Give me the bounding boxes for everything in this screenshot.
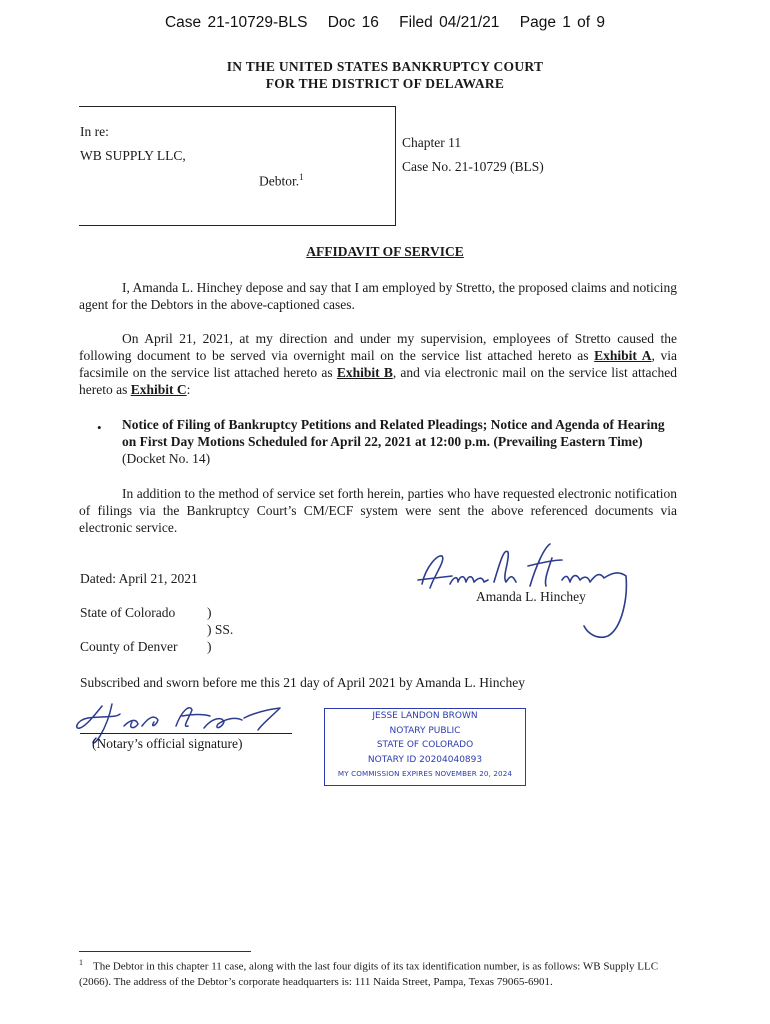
venue-paren-1: ) — [207, 605, 212, 620]
paragraph-3: In addition to the method of service set forth herein, parties who have requested electronic notification of filings via the Bankruptcy Court’s CM/ECF system were sent the above referenced documents via electronic service. — [79, 486, 677, 535]
caption-debtor-name: WB SUPPLY LLC, — [80, 148, 186, 163]
caption-in-re: In re: — [80, 124, 109, 139]
caption-chapter: Chapter 11 — [402, 135, 462, 150]
stamp-expiration: MY COMMISSION EXPIRES NOVEMBER 20, 2024 — [337, 769, 513, 778]
header-doc: Doc 16 — [327, 14, 379, 31]
paragraph-2 — [79, 330, 677, 398]
stamp-name: JESSE LANDON BROWN — [372, 711, 478, 721]
venue-ss: ) SS. — [207, 622, 234, 637]
footnote-rule — [79, 951, 251, 952]
para2-text-2: , via facsimile on the service list attached hereto as — [79, 348, 677, 380]
notary-signature-line — [80, 733, 292, 734]
header-filed: Filed 04/21/21 — [399, 14, 500, 31]
caption-debtor-label — [259, 172, 304, 190]
caption-bottom-rule — [79, 225, 395, 226]
bullet-icon: • — [97, 420, 102, 435]
document-title: AFFIDAVIT OF SERVICE — [306, 244, 464, 259]
header-page: Page 1 of 9 — [519, 14, 606, 31]
dated-line: Dated: April 21, 2021 — [80, 571, 198, 586]
served-document-title: Notice of Filing of Bankruptcy Petitions and Related Pleadings; Notice and Agenda of Hearing on First Day Motions Scheduled for April 22, 2021 at 12:00 p.m. (Prevailing Eastern Time) — [122, 417, 665, 449]
venue-paren-3: ) — [207, 639, 212, 654]
para2-text-3: , and via electronic mail on the service list attached hereto as — [79, 365, 677, 397]
paragraph-1: I, Amanda L. Hinchey depose and say that I am employed by Stretto, the proposed claims and noticing agent for the Debtors in the above-captioned cases. — [79, 280, 677, 312]
para2-text-4: : — [186, 382, 191, 397]
court-heading — [0, 58, 770, 92]
caption-top-rule — [79, 106, 395, 107]
jurat-line: Subscribed and sworn before me this 21 day of April 2021 by Amanda L. Hinchey — [80, 675, 526, 690]
court-line-2: FOR THE DISTRICT OF DELAWARE — [265, 76, 505, 91]
stamp-id: NOTARY ID 20204040893 — [367, 754, 483, 765]
caption-divider — [395, 106, 396, 226]
court-line-1: IN THE UNITED STATES BANKRUPTCY COURT — [226, 59, 544, 74]
exhibit-b-ref: Exhibit B — [336, 365, 393, 380]
notary-signature-label: (Notary’s official signature) — [92, 736, 243, 751]
para2-text-1: On April 21, 2021, at my direction and under my supervision, employees of Stretto caused the following document to be served via overnight mail on the service list attached hereto as — [79, 331, 677, 363]
notary-stamp — [324, 708, 526, 786]
footnote-number: 1 — [79, 958, 83, 967]
footnote-ref: 1 — [299, 172, 304, 182]
ecf-header — [0, 14, 770, 32]
venue-state: State of Colorado — [80, 605, 176, 620]
footnote-text: The Debtor in this chapter 11 case, along with the last four digits of its tax identification number, is as follows: WB Supply LLC (2066). The address of the Debtor’s corporate headquarters is: 111 Naida Street, Pampa, Texas 79065-6901. — [79, 960, 659, 988]
header-case: Case 21-10729-BLS — [164, 14, 308, 31]
exhibit-c-ref: Exhibit C — [130, 382, 187, 397]
debtor-label-text: Debtor. — [259, 173, 300, 189]
stamp-state: STATE OF COLORADO — [376, 740, 474, 750]
affiant-name: Amanda L. Hinchey — [476, 589, 586, 604]
footnote — [79, 955, 679, 990]
stamp-title: NOTARY PUBLIC — [389, 725, 461, 736]
venue-county: County of Denver — [80, 639, 178, 654]
served-document-bullet — [122, 416, 678, 467]
exhibit-a-ref: Exhibit A — [594, 348, 652, 363]
caption-case-number: Case No. 21-10729 (BLS) — [402, 159, 544, 174]
served-document-docket: (Docket No. 14) — [122, 451, 211, 466]
